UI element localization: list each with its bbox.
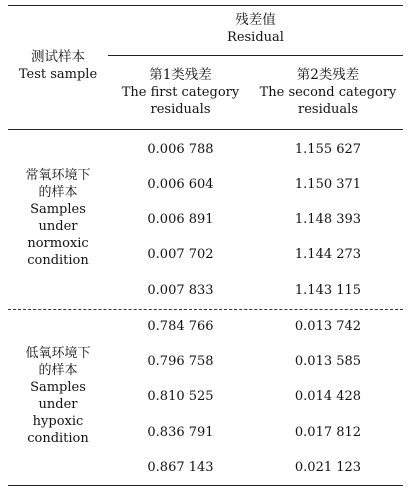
header-residual-en: Residual (227, 30, 284, 45)
residual-subrule (108, 55, 403, 56)
table-cell-cat1: 0.867 143 (147, 460, 214, 475)
group-label-line: 的样本 (38, 363, 78, 378)
top-rule (8, 5, 403, 6)
group-label-line: condition (27, 431, 89, 446)
header-cat1 (108, 67, 253, 118)
header-cat2-en1: The second category (259, 85, 397, 100)
header-cat1-en2: residuals (150, 102, 211, 117)
header-residual (108, 12, 403, 46)
table-cell-cat2: 1.148 393 (294, 212, 362, 227)
group-label-line: condition (27, 253, 89, 268)
table-cell-cat1: 0.007 833 (147, 283, 214, 298)
group-label-line: under (38, 219, 78, 234)
table-cell-cat2: 0.013 585 (294, 354, 362, 369)
header-cat2-cn: 第2类残差 (296, 67, 360, 83)
table-cell-cat2: 0.013 742 (294, 319, 362, 334)
table-cell-cat1: 0.836 791 (147, 425, 214, 440)
header-cat1-en1: The first category (121, 85, 240, 100)
table-cell-cat2: 1.143 115 (294, 283, 362, 298)
table-cell-cat2: 0.014 428 (294, 389, 362, 404)
table-cell-cat1: 0.810 525 (147, 389, 214, 404)
residual-table (8, 0, 403, 492)
group-separator (8, 309, 403, 310)
group-label-line: hypoxic (32, 414, 84, 429)
table-cell-cat1: 0.006 891 (147, 212, 214, 227)
group-hypoxic-label (8, 345, 108, 447)
table-cell-cat1: 0.006 604 (147, 177, 214, 192)
group-label-line: 低氧环境下 (25, 346, 91, 361)
table-cell-cat2: 1.144 273 (294, 247, 362, 262)
header-bottom-rule (8, 129, 403, 130)
group-label-line: Samples (30, 202, 86, 217)
table-cell-cat2: 1.150 371 (294, 177, 362, 192)
header-test-sample-cn: 测试样本 (31, 49, 85, 65)
header-test-sample (8, 49, 108, 83)
table-cell-cat2: 1.155 627 (294, 142, 362, 157)
bottom-rule (8, 485, 403, 486)
group-label-line: normoxic (27, 236, 89, 251)
header-residual-cn: 残差值 (235, 12, 276, 28)
group-label-line: Samples (30, 380, 86, 395)
group-label-line: 常氧环境下 (25, 168, 91, 183)
table-cell-cat1: 0.006 788 (147, 142, 214, 157)
table-cell-cat2: 0.017 812 (294, 425, 362, 440)
header-cat1-cn: 第1类残差 (149, 67, 212, 83)
group-normoxic-label (8, 167, 108, 269)
table-cell-cat1: 0.007 702 (147, 247, 214, 262)
group-label-line: under (38, 397, 78, 412)
table-cell-cat2: 0.021 123 (294, 460, 362, 475)
group-label-line: 的样本 (38, 185, 78, 200)
header-cat2 (253, 67, 403, 118)
header-test-sample-en: Test sample (18, 67, 98, 82)
table-cell-cat1: 0.796 758 (147, 354, 214, 369)
table-cell-cat1: 0.784 766 (147, 319, 214, 334)
header-cat2-en2: residuals (297, 102, 358, 117)
